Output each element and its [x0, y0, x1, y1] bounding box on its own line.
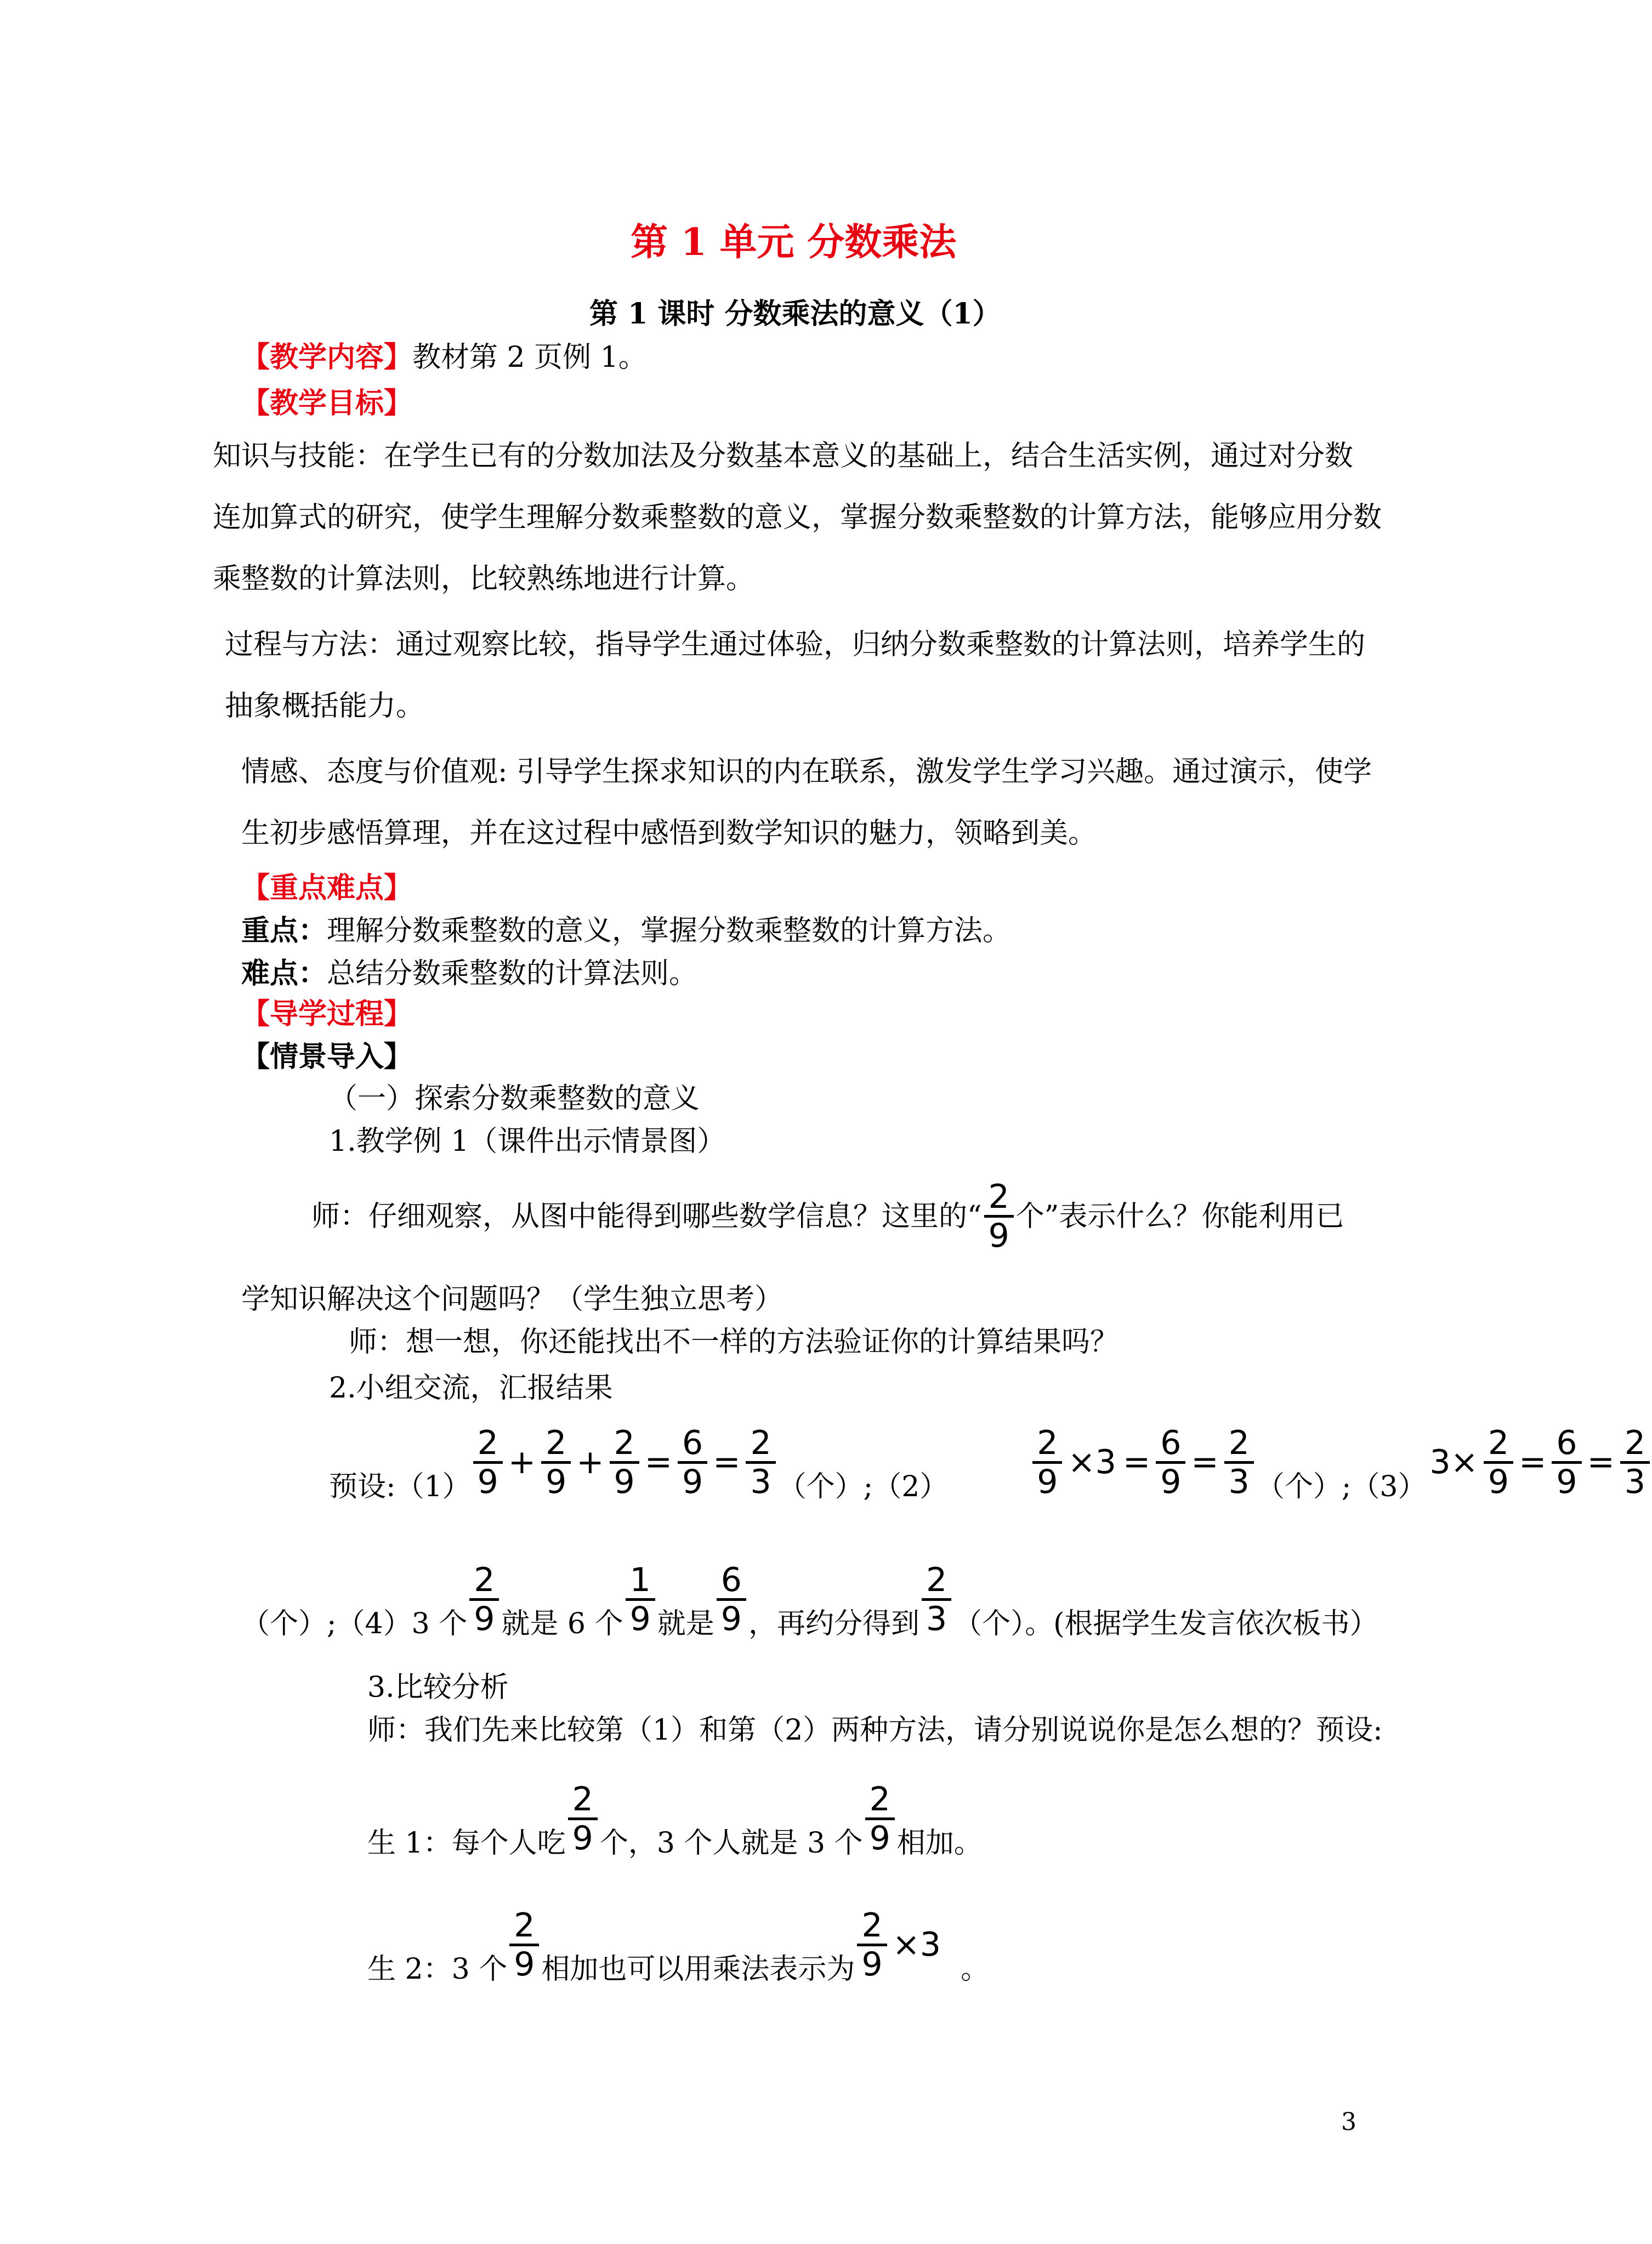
- fraction-6-9: $\frac{6}{9}$: [1552, 1425, 1581, 1500]
- fraction-2-9: $\frac{2}{9}$: [984, 1179, 1014, 1254]
- page-title: 第 1 单元 分数乘法: [631, 220, 957, 264]
- fraction-2-3: $\frac{2}{3}$: [1620, 1425, 1650, 1500]
- fraction-2-3: $\frac{2}{3}$: [746, 1425, 775, 1500]
- fraction-2-9: $\frac{2}{9}$: [857, 1907, 887, 1982]
- fraction-2-9: $\frac{2}{9}$: [610, 1425, 639, 1500]
- student-1-b: 个，3 个人就是 3 个: [599, 1827, 863, 1860]
- fraction-2-9: $\frac{2}{9}$: [1032, 1425, 1062, 1500]
- fraction-6-9: $\frac{6}{9}$: [678, 1425, 707, 1500]
- equals-sign: =: [1122, 1443, 1151, 1481]
- goal-process-line-2: 抽象概括能力。: [225, 690, 425, 723]
- key-point-text: 理解分数乘整数的意义，掌握分数乘整数的计算方法。: [327, 914, 1012, 947]
- unit-label-2: （个）;（3）: [1256, 1470, 1427, 1503]
- fraction-2-9: $\frac{2}{9}$: [568, 1781, 598, 1856]
- fraction-2-9: $\frac{2}{9}$: [865, 1781, 895, 1856]
- teacher-prompt: 师：想一想，你还能找出不一样的方法验证你的计算结果吗？: [349, 1326, 1119, 1359]
- preset-row-1: [329, 1420, 1652, 1504]
- preset-row-2: [241, 1557, 1378, 1641]
- student-2-line: [367, 1902, 989, 1987]
- difficulty-label: 难点：: [241, 957, 327, 990]
- fraction-2-9: $\frac{2}{9}$: [1484, 1425, 1513, 1500]
- key-point-row: [241, 913, 1011, 948]
- section-1-heading: （一）探索分数乘整数的意义: [329, 1082, 700, 1115]
- fraction-2-3: $\frac{2}{3}$: [922, 1562, 951, 1637]
- equals-sign: =: [1587, 1443, 1615, 1481]
- equals-sign: =: [644, 1443, 673, 1481]
- times-three: ×3: [1068, 1443, 1116, 1481]
- preset-label: 预设:（1）: [329, 1470, 471, 1503]
- teacher-question-line-1: [311, 1179, 1344, 1254]
- content-label: 【教学内容】: [241, 340, 413, 374]
- fraction-1-9: $\frac{1}{9}$: [626, 1562, 655, 1637]
- teacher-question-b: 个”表示什么？你能利用已: [1015, 1200, 1344, 1233]
- item-2: 2.小组交流，汇报结果: [329, 1372, 613, 1405]
- intro-label: 【情景导入】: [241, 1040, 413, 1073]
- plus-sign: +: [576, 1443, 604, 1481]
- goal-emotion-line-2: 生初步感悟算理，并在这过程中感悟到数学知识的魅力，领略到美。: [241, 817, 1097, 850]
- content-row: [241, 340, 647, 375]
- equals-sign: =: [1191, 1443, 1219, 1481]
- fraction-2-9: $\frac{2}{9}$: [541, 1425, 571, 1500]
- teacher-compare: 师：我们先来比较第（1）和第（2）两种方法，请分别说说你是怎么想的？预设:: [367, 1714, 1383, 1747]
- fraction-6-9: $\frac{6}{9}$: [717, 1562, 746, 1637]
- goal-emotion-line-1: 情感、态度与价值观: 引导学生探求知识的内在联系，激发学生学习兴趣。通过演示，使学: [241, 755, 1372, 788]
- preset-row2-c: 就是: [657, 1607, 714, 1640]
- page-number: 3: [1341, 2108, 1356, 2136]
- difficulty-row: [241, 956, 697, 991]
- difficulty-text: 总结分数乘整数的计算法则。: [327, 957, 698, 990]
- preset-row2-d: ，再约分得到: [748, 1607, 919, 1640]
- unit-label-1: （个）;（2）: [777, 1470, 949, 1503]
- teacher-question-line-2: 学知识解决这个问题吗？（学生独立思考）: [241, 1283, 784, 1316]
- fraction-6-9: $\frac{6}{9}$: [1156, 1425, 1185, 1500]
- goal-process-line-1: 过程与方法：通过观察比较，指导学生通过体验，归纳分数乘整数的计算法则，培养学生的: [225, 628, 1366, 661]
- preset-row2-a: （个）;（4）3 个: [241, 1607, 468, 1640]
- student-2-b: 相加也可以用乘法表示为: [541, 1953, 855, 1986]
- fraction-2-9: $\frac{2}{9}$: [509, 1907, 539, 1982]
- teacher-question-a: 师：仔细观察，从图中能得到哪些数学信息？这里的“: [311, 1200, 982, 1233]
- fraction-2-9: $\frac{2}{9}$: [473, 1425, 503, 1500]
- preset-row2-b: 就是 6 个: [501, 1607, 623, 1640]
- item-3: 3.比较分析: [367, 1671, 509, 1704]
- fraction-2-9: $\frac{2}{9}$: [469, 1562, 499, 1637]
- goal-knowledge-line-3: 乘整数的计算法则，比较熟练地进行计算。: [213, 563, 755, 595]
- equals-sign: =: [1519, 1443, 1547, 1481]
- equals-sign: =: [713, 1443, 741, 1481]
- process-label: 【导学过程】: [241, 997, 413, 1031]
- key-label: 【重点难点】: [241, 871, 413, 905]
- lesson-subtitle: 第 1 课时 分数乘法的意义（1）: [589, 297, 1001, 331]
- student-1-c: 相加。: [896, 1827, 983, 1860]
- key-point-label: 重点：: [241, 914, 327, 947]
- three-times: 3×: [1429, 1443, 1478, 1481]
- times-three: ×3: [892, 1925, 941, 1964]
- fraction-2-3: $\frac{2}{3}$: [1224, 1425, 1254, 1500]
- student-1-line: [367, 1776, 983, 1861]
- student-2-a: 生 2：3 个: [367, 1953, 508, 1986]
- goals-label: 【教学目标】: [241, 387, 413, 420]
- student-2-c: 。: [961, 1953, 990, 1986]
- student-1-a: 生 1：每个人吃: [367, 1827, 566, 1860]
- content-text: 教材第 2 页例 1。: [412, 341, 647, 374]
- preset-row2-e: （个）。(根据学生发言依次板书）: [953, 1607, 1378, 1640]
- plus-sign: +: [508, 1443, 536, 1481]
- goal-knowledge-line-2: 连加算式的研究，使学生理解分数乘整数的意义，掌握分数乘整数的计算方法，能够应用分数: [213, 501, 1382, 534]
- item-1: 1.教学例 1（课件出示情景图）: [329, 1125, 726, 1158]
- goal-knowledge-line-1: 知识与技能：在学生已有的分数加法及分数基本意义的基础上，结合生活实例，通过对分数: [213, 440, 1354, 473]
